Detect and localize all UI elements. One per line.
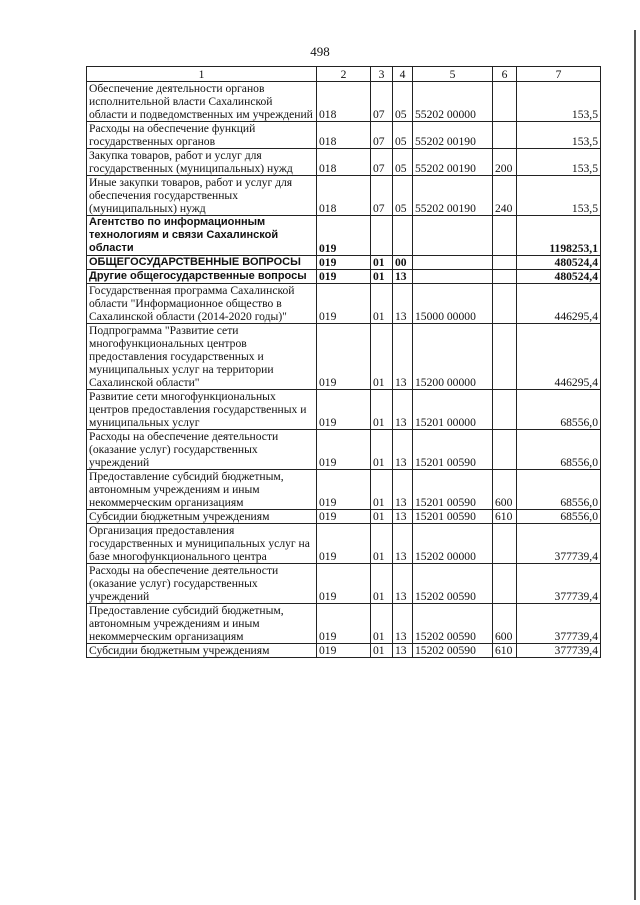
- row-amount-cell: 446295,4: [517, 284, 601, 324]
- row-subsection-cell: 13: [393, 324, 413, 390]
- row-target-article-cell: 15202 00590: [413, 564, 493, 604]
- row-target-article-cell: 15200 00000: [413, 324, 493, 390]
- row-amount-cell: 68556,0: [517, 430, 601, 470]
- row-target-article-cell: 15202 00590: [413, 604, 493, 644]
- row-section-cell: 01: [371, 270, 393, 284]
- row-amount-cell: 153,5: [517, 149, 601, 176]
- row-name-cell: Иные закупки товаров, работ и услуг для обеспечения государственных (муниципальных) нужд: [87, 176, 317, 216]
- row-amount-cell: 153,5: [517, 82, 601, 122]
- row-expense-type-cell: [493, 524, 517, 564]
- row-target-article-cell: 15201 00000: [413, 390, 493, 430]
- table-row: [87, 256, 601, 270]
- row-amount-cell: 68556,0: [517, 470, 601, 510]
- row-target-article-cell: 55202 00190: [413, 122, 493, 149]
- row-target-article-cell: 15202 00590: [413, 644, 493, 658]
- row-name-cell: Развитие сети многофункциональных центров предоставления государственных и муниципальных услуг: [87, 390, 317, 430]
- row-name-cell: Агентство по информационным технологиям и связи Сахалинской области: [87, 216, 317, 256]
- table-body: [87, 82, 601, 658]
- row-name-cell: ОБЩЕГОСУДАРСТВЕННЫЕ ВОПРОСЫ: [87, 256, 317, 270]
- row-subsection-cell: 05: [393, 176, 413, 216]
- table-row: [87, 470, 601, 510]
- row-ved-cell: 019: [317, 270, 371, 284]
- row-section-cell: 01: [371, 510, 393, 524]
- row-section-cell: [371, 216, 393, 256]
- row-subsection-cell: [393, 216, 413, 256]
- row-expense-type-cell: [493, 82, 517, 122]
- row-ved-cell: 018: [317, 82, 371, 122]
- header-col-7: 7: [517, 67, 601, 82]
- table-row: [87, 122, 601, 149]
- page-number: 498: [310, 44, 330, 59]
- row-subsection-cell: 00: [393, 256, 413, 270]
- row-ved-cell: 019: [317, 216, 371, 256]
- row-ved-cell: 018: [317, 176, 371, 216]
- row-subsection-cell: 13: [393, 470, 413, 510]
- header-col-6: 6: [493, 67, 517, 82]
- row-section-cell: 01: [371, 524, 393, 564]
- table-row: [87, 149, 601, 176]
- row-subsection-cell: 13: [393, 270, 413, 284]
- row-name-cell: Субсидии бюджетным учреждениям: [87, 510, 317, 524]
- row-subsection-cell: 13: [393, 390, 413, 430]
- row-subsection-cell: 05: [393, 122, 413, 149]
- row-name-cell: Расходы на обеспечение деятельности (оказание услуг) государственных учреждений: [87, 430, 317, 470]
- row-amount-cell: 377739,4: [517, 604, 601, 644]
- row-expense-type-cell: [493, 122, 517, 149]
- row-expense-type-cell: 600: [493, 470, 517, 510]
- row-subsection-cell: 13: [393, 564, 413, 604]
- row-target-article-cell: 15202 00000: [413, 524, 493, 564]
- row-ved-cell: 019: [317, 324, 371, 390]
- row-name-cell: Другие общегосударственные вопросы: [87, 270, 317, 284]
- scan-edge-line: [634, 30, 636, 900]
- row-section-cell: 07: [371, 122, 393, 149]
- row-expense-type-cell: 240: [493, 176, 517, 216]
- table-row: [87, 604, 601, 644]
- row-target-article-cell: 15201 00590: [413, 430, 493, 470]
- row-amount-cell: 68556,0: [517, 510, 601, 524]
- row-subsection-cell: 05: [393, 82, 413, 122]
- row-target-article-cell: [413, 256, 493, 270]
- row-amount-cell: 377739,4: [517, 564, 601, 604]
- header-col-2: 2: [317, 67, 371, 82]
- row-amount-cell: 68556,0: [517, 390, 601, 430]
- row-expense-type-cell: 610: [493, 644, 517, 658]
- table-row: [87, 510, 601, 524]
- header-col-4: 4: [393, 67, 413, 82]
- table-row: [87, 324, 601, 390]
- row-amount-cell: 377739,4: [517, 644, 601, 658]
- table-row: [87, 430, 601, 470]
- row-ved-cell: 018: [317, 122, 371, 149]
- row-section-cell: 01: [371, 604, 393, 644]
- row-target-article-cell: 55202 00190: [413, 149, 493, 176]
- row-target-article-cell: 55202 00190: [413, 176, 493, 216]
- row-expense-type-cell: [493, 256, 517, 270]
- row-name-cell: Государственная программа Сахалинской области "Информационное общество в Сахалинской области (2014-2020 годы)": [87, 284, 317, 324]
- row-name-cell: Предоставление субсидий бюджетным, автономным учреждениям и иным некоммерческим организациям: [87, 470, 317, 510]
- row-target-article-cell: [413, 216, 493, 256]
- row-subsection-cell: 13: [393, 510, 413, 524]
- row-name-cell: Закупка товаров, работ и услуг для государственных (муниципальных) нужд: [87, 149, 317, 176]
- row-ved-cell: 019: [317, 564, 371, 604]
- row-name-cell: Подпрограмма "Развитие сети многофункциональных центров предоставления государственных и муниципальных услуг на территории Сахалинской области": [87, 324, 317, 390]
- row-ved-cell: 019: [317, 256, 371, 270]
- row-ved-cell: 019: [317, 604, 371, 644]
- table-row: [87, 216, 601, 256]
- row-subsection-cell: 05: [393, 149, 413, 176]
- table-row: [87, 390, 601, 430]
- row-amount-cell: 480524,4: [517, 270, 601, 284]
- row-expense-type-cell: [493, 430, 517, 470]
- budget-table: [86, 66, 601, 658]
- row-subsection-cell: 13: [393, 284, 413, 324]
- row-ved-cell: 019: [317, 524, 371, 564]
- row-section-cell: 01: [371, 430, 393, 470]
- row-ved-cell: 019: [317, 510, 371, 524]
- row-ved-cell: 018: [317, 149, 371, 176]
- row-section-cell: 01: [371, 390, 393, 430]
- row-amount-cell: 480524,4: [517, 256, 601, 270]
- row-section-cell: 07: [371, 149, 393, 176]
- row-amount-cell: 1198253,1: [517, 216, 601, 256]
- row-expense-type-cell: [493, 284, 517, 324]
- row-expense-type-cell: [493, 216, 517, 256]
- table-row: [87, 176, 601, 216]
- row-section-cell: 07: [371, 176, 393, 216]
- row-section-cell: 01: [371, 564, 393, 604]
- row-target-article-cell: 55202 00000: [413, 82, 493, 122]
- row-expense-type-cell: 200: [493, 149, 517, 176]
- row-expense-type-cell: [493, 270, 517, 284]
- table-row: [87, 270, 601, 284]
- row-ved-cell: 019: [317, 644, 371, 658]
- row-amount-cell: 153,5: [517, 122, 601, 149]
- row-subsection-cell: 13: [393, 644, 413, 658]
- header-col-1: 1: [87, 67, 317, 82]
- row-expense-type-cell: [493, 324, 517, 390]
- row-ved-cell: 019: [317, 284, 371, 324]
- row-section-cell: 01: [371, 470, 393, 510]
- row-section-cell: 07: [371, 82, 393, 122]
- row-name-cell: Предоставление субсидий бюджетным, автономным учреждениям и иным некоммерческим организациям: [87, 604, 317, 644]
- row-target-article-cell: 15000 00000: [413, 284, 493, 324]
- row-expense-type-cell: 600: [493, 604, 517, 644]
- row-amount-cell: 153,5: [517, 176, 601, 216]
- table-row: [87, 644, 601, 658]
- row-name-cell: Субсидии бюджетным учреждениям: [87, 644, 317, 658]
- row-target-article-cell: 15201 00590: [413, 510, 493, 524]
- row-ved-cell: 019: [317, 390, 371, 430]
- row-section-cell: 01: [371, 256, 393, 270]
- table-row: [87, 82, 601, 122]
- header-col-5: 5: [413, 67, 493, 82]
- row-expense-type-cell: [493, 390, 517, 430]
- row-target-article-cell: 15201 00590: [413, 470, 493, 510]
- row-section-cell: 01: [371, 644, 393, 658]
- row-name-cell: Организация предоставления государственных и муниципальных услуг на базе многофункционального центра: [87, 524, 317, 564]
- row-name-cell: Расходы на обеспечение функций государственных органов: [87, 122, 317, 149]
- header-col-3: 3: [371, 67, 393, 82]
- row-subsection-cell: 13: [393, 430, 413, 470]
- table-row: [87, 524, 601, 564]
- row-section-cell: 01: [371, 284, 393, 324]
- row-ved-cell: 019: [317, 470, 371, 510]
- row-name-cell: Расходы на обеспечение деятельности (оказание услуг) государственных учреждений: [87, 564, 317, 604]
- row-ved-cell: 019: [317, 430, 371, 470]
- row-expense-type-cell: 610: [493, 510, 517, 524]
- header-row: [87, 67, 601, 82]
- row-target-article-cell: [413, 270, 493, 284]
- row-amount-cell: 446295,4: [517, 324, 601, 390]
- row-subsection-cell: 13: [393, 604, 413, 644]
- row-expense-type-cell: [493, 564, 517, 604]
- row-amount-cell: 377739,4: [517, 524, 601, 564]
- table-row: [87, 564, 601, 604]
- row-subsection-cell: 13: [393, 524, 413, 564]
- table-row: [87, 284, 601, 324]
- row-section-cell: 01: [371, 324, 393, 390]
- row-name-cell: Обеспечение деятельности органов исполнительной власти Сахалинской области и подведомственных им учреждений: [87, 82, 317, 122]
